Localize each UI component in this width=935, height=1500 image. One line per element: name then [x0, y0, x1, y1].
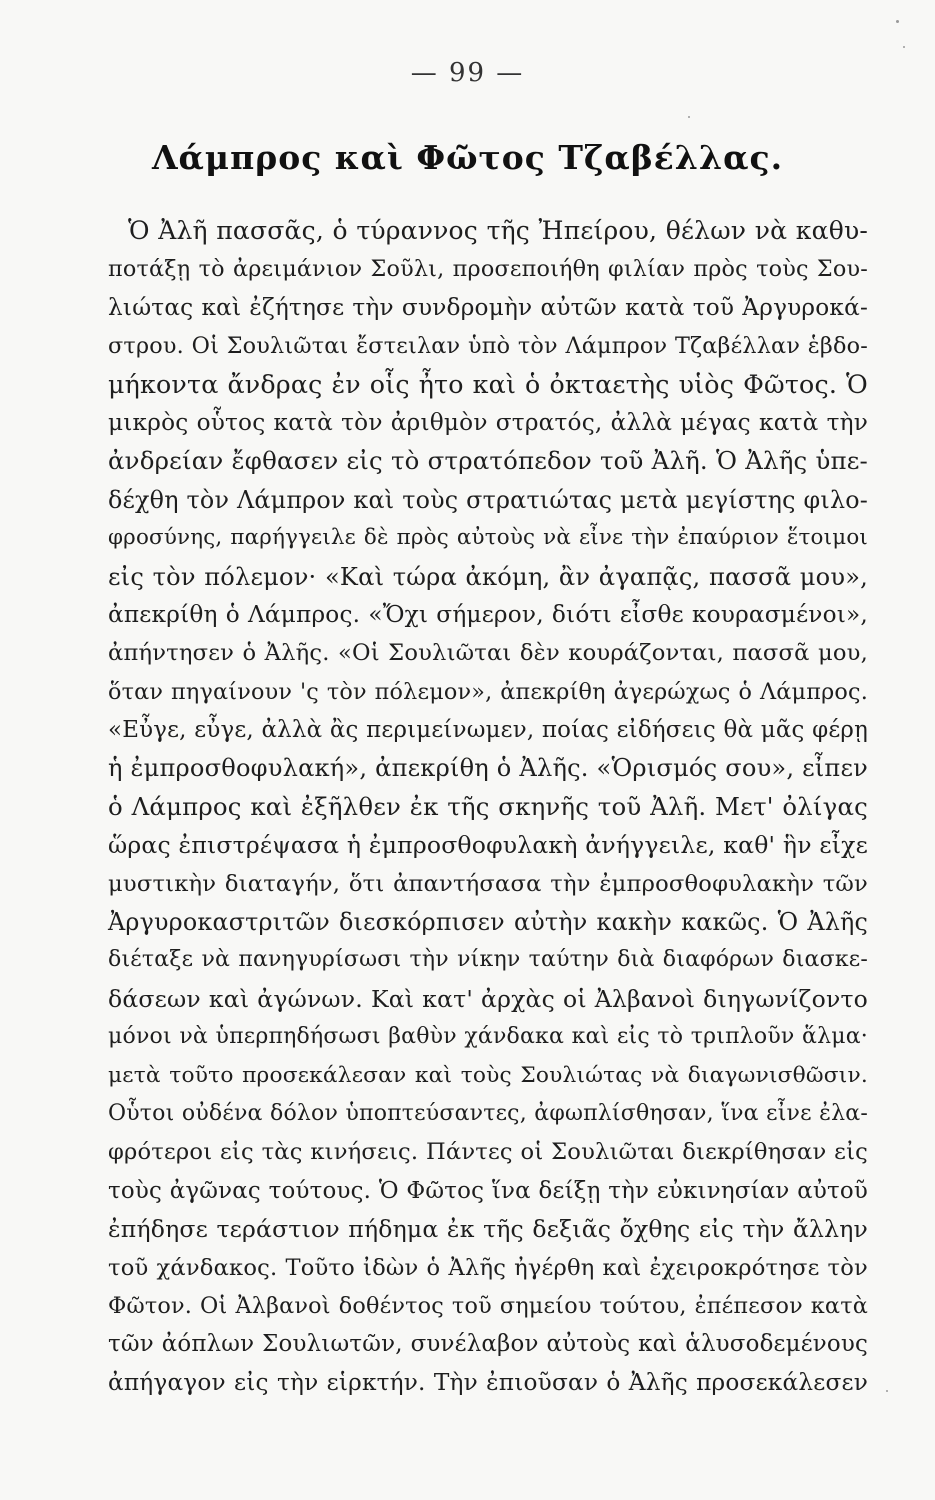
text-line: εἰς τὸν πόλεμον· «Καὶ τώρα ἀκόμη, ἂν ἀγαπᾷς, πασσᾶ μου»,: [108, 562, 868, 591]
text-line: μυστικὴν διαταγήν, ὅτι ἀπαντήσασα τὴν ἐμπροσθοφυλακὴν τῶν: [108, 870, 868, 897]
paper-speck: [688, 116, 690, 118]
text-line: ὁ Λάμπρος καὶ ἐξῆλθεν ἐκ τῆς σκηνῆς τοῦ Ἀλῆ. Μετ' ὀλίγας: [108, 791, 868, 821]
text-line: ποτάξῃ τὸ ἀρειμάνιον Σοῦλι, προσεποιήθη φιλίαν πρὸς τοὺς Σου-: [108, 256, 868, 283]
chapter-title: Λάμπρος καὶ Φῶτος Τζαβέλλας.: [151, 138, 784, 177]
text-line: μικρὸς οὗτος κατὰ τὸν ἀριθμὸν στρατός, ἀλλὰ μέγας κατὰ τὴν: [108, 408, 868, 436]
text-line: μήκοντα ἄνδρας ἐν οἷς ἦτο καὶ ὁ ὀκταετὴς υἱὸς Φῶτος. Ὁ: [108, 369, 868, 399]
text-line: Ὁ Ἀλῆ πασσᾶς, ὁ τύραννος τῆς Ἠπείρου, θέλων νὰ καθυ-: [128, 216, 868, 245]
text-line: Οὗτοι οὐδένα δόλον ὑποπτεύσαντες, ἀφωπλίσθησαν, ἵνα εἶνε ἐλα-: [108, 1100, 868, 1126]
text-line: μόνοι νὰ ὑπερπηδήσωσι βαθὺν χάνδακα καὶ εἰς τὸ τριπλοῦν ἅλμα·: [108, 1024, 868, 1050]
paper-speck: [886, 1390, 888, 1392]
text-line: τῶν ἀόπλων Σουλιωτῶν, συνέλαβον αὐτοὺς καὶ ἁλυσοδεμένους: [108, 1331, 868, 1358]
text-line: τοῦ χάνδακος. Τοῦτο ἰδὼν ὁ Ἀλῆς ἠγέρθη καὶ ἐχειροκρότησε τὸν: [108, 1254, 868, 1281]
text-line: μετὰ τοῦτο προσεκάλεσαν καὶ τοὺς Σουλιώτας νὰ διαγωνισθῶσιν.: [108, 1062, 868, 1088]
page-number: — 99 —: [410, 58, 525, 88]
text-line: ἀπήγαγον εἰς τὴν εἱρκτήν. Τὴν ἐπιοῦσαν ὁ Ἀλῆς προσεκάλεσεν: [108, 1368, 868, 1396]
text-line: λιώτας καὶ ἐζήτησε τὴν συνδρομὴν αὐτῶν κατὰ τοῦ Ἀργυροκά-: [108, 293, 868, 321]
text-line: δέχθη τὸν Λάμπρον καὶ τοὺς στρατιώτας μετὰ μεγίστης φιλο-: [108, 485, 868, 514]
text-line: δάσεων καὶ ἀγώνων. Καὶ κατ' ἀρχὰς οἱ Ἀλβανοὶ διηγωνίζοντο: [108, 984, 868, 1013]
body-text: [108, 212, 868, 1402]
text-line: Φῶτον. Οἱ Ἀλβανοὶ δοθέντος τοῦ σημείου τούτου, ἐπέπεσον κατὰ: [108, 1292, 868, 1319]
text-line: τοὺς ἀγῶνας τούτους. Ὁ Φῶτος ἵνα δείξῃ τὴν εὐκινησίαν αὐτοῦ: [108, 1177, 868, 1204]
text-line: Ἀργυροκαστριτῶν διεσκόρπισεν αὐτὴν κακὴν κακῶς. Ὁ Ἀλῆς: [108, 908, 868, 937]
paper-speck: [903, 46, 905, 48]
text-line: ἡ ἐμπροσθοφυλακή», ἀπεκρίθη ὁ Ἀλῆς. «Ὁρισμός σου», εἶπεν: [108, 754, 868, 783]
text-line: στρου. Οἱ Σουλιῶται ἔστειλαν ὑπὸ τὸν Λάμπρον Τζαβέλλαν ἑβδο-: [108, 333, 868, 360]
text-line: διέταξε νὰ πανηγυρίσωσι τὴν νίκην ταύτην διὰ διαφόρων διασκε-: [108, 947, 868, 973]
text-line: φροσύνης, παρήγγειλε δὲ πρὸς αὐτοὺς νὰ εἶνε τὴν ἐπαύριον ἕτοιμοι: [108, 525, 868, 551]
text-line: ἐπήδησε τεράστιον πήδημα ἐκ τῆς δεξιᾶς ὄχθης εἰς τὴν ἄλλην: [108, 1215, 868, 1244]
text-line: ἀπεκρίθη ὁ Λάμπρος. «Ὄχι σήμερον, διότι εἶσθε κουρασμένοι»,: [108, 600, 868, 628]
text-line: ὅταν πηγαίνουν 'ς τὸν πόλεμον», ἀπεκρίθη ἀγερώχως ὁ Λάμπρος.: [108, 678, 868, 705]
text-line: φρότεροι εἰς τὰς κινήσεις. Πάντες οἱ Σουλιῶται διεκρίθησαν εἰς: [108, 1139, 868, 1166]
text-line: ἀπήντησεν ὁ Ἀλῆς. «Οἱ Σουλιῶται δὲν κουράζονται, πασσᾶ μου,: [108, 640, 868, 667]
text-line: ἀνδρείαν ἔφθασεν εἰς τὸ στρατόπεδον τοῦ Ἀλῆ. Ὁ Ἀλῆς ὑπε-: [108, 446, 868, 476]
text-line: ὥρας ἐπιστρέψασα ἡ ἐμπροσθοφυλακὴ ἀνήγγειλε, καθ' ἣν εἶχε: [108, 831, 868, 860]
paper-speck: [896, 20, 899, 23]
text-line: «Εὖγε, εὖγε, ἀλλὰ ἂς περιμείνωμεν, ποίας εἰδήσεις θὰ μᾶς φέρῃ: [108, 717, 868, 744]
